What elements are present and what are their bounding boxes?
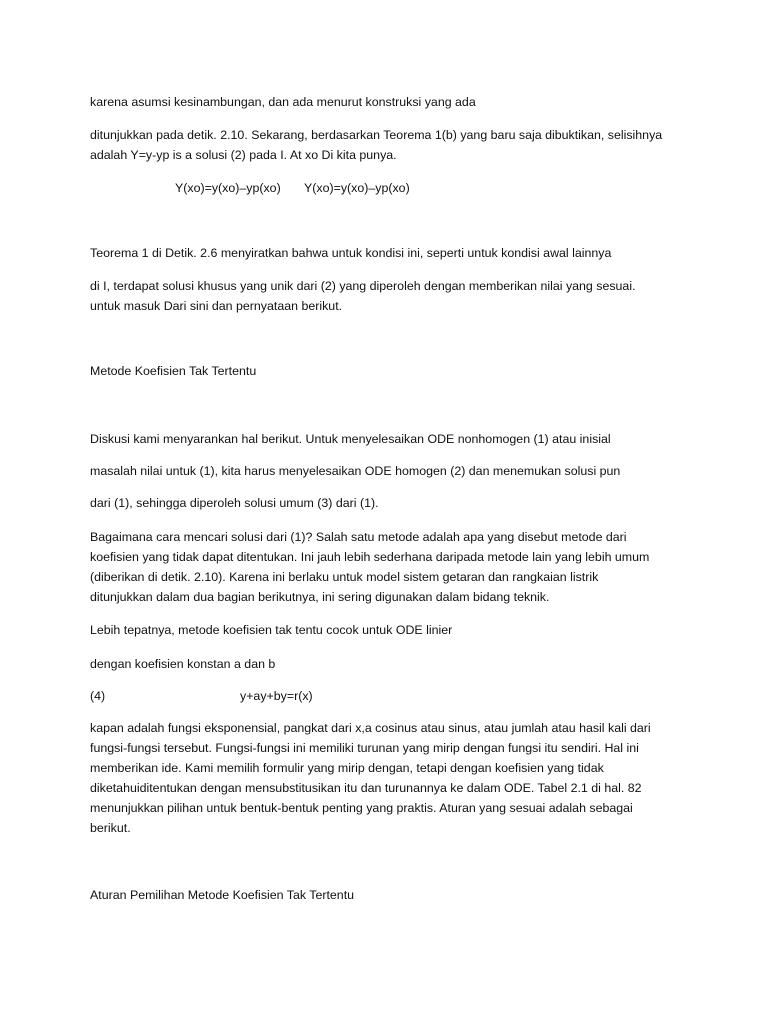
paragraph-line: berikut. [90,821,131,835]
equation-right: Y(xo)=y(xo)–yp(xo) [304,181,410,195]
paragraph-line: menunjukkan pilihan untuk bentuk-bentuk penting yang praktis. Aturan yang sesuai adalah sebagai [90,801,633,815]
paragraph-unique-solution [90,276,680,316]
paragraph-constant-coefficients: dengan koefisien konstan a dan b [90,657,276,671]
paragraph-line: Bagaimana cara mencari solusi dari (1)? Salah satu metode adalah apa yang disebut metode dari [90,530,627,544]
paragraph-function-types [90,718,680,838]
paragraph-line: memberikan ide. Kami memilih formulir yang mirip dengan, tetapi dengan koefisien yang tidak [90,761,604,775]
equation-ode: y+ay+by=r(x) [240,689,313,703]
paragraph-continuity: karena asumsi kesinambungan, dan ada menurut konstruksi yang ada [90,95,476,109]
paragraph-theorem: Teorema 1 di Detik. 2.6 menyiratkan bahwa untuk kondisi ini, seperti untuk kondisi awal lainnya [90,246,612,260]
paragraph-line: koefisien yang tidak dapat ditentukan. Ini jauh lebih sederhana daripada metode lain yang lebih umum [90,550,650,564]
paragraph-difference-solution [90,125,680,165]
paragraph-line: kapan adalah fungsi eksponensial, pangkat dari x,a cosinus atau sinus, atau jumlah atau hasil kali dari [90,721,651,735]
paragraph-line: fungsi-fungsi tersebut. Fungsi-fungsi ini memiliki turunan yang mirip dengan fungsi itu sendiri. Hal ini [90,741,639,755]
paragraph-how-to-find [90,527,680,607]
paragraph-line: (diberikan di detik. 2.10). Karena ini berlaku untuk model sistem getaran dan rangkaian listrik [90,570,599,584]
paragraph-discussion: Diskusi kami menyarankan hal berikut. Untuk menyelesaikan ODE nonhomogen (1) atau inisial [90,432,611,446]
section-heading-method: Metode Koefisien Tak Tertentu [90,364,257,378]
section-heading-rules: Aturan Pemilihan Metode Koefisien Tak Tertentu [90,888,355,902]
paragraph-line: diketahuiditentukan dengan mensubstitusikan itu dan turunannya ke dalam ODE. Tabel 2.1 di hal. 82 [90,781,642,795]
paragraph-initial-value: masalah nilai untuk (1), kita harus menyelesaikan ODE homogen (2) dan menemukan solusi pun [90,464,621,478]
paragraph-more-precisely: Lebih tepatnya, metode koefisien tak tentu cocok untuk ODE linier [90,623,453,637]
paragraph-line: adalah Y=y-yp is a solusi (2) pada I. At xo Di kita punya. [90,148,397,162]
paragraph-general-solution: dari (1), sehingga diperoleh solusi umum (3) dari (1). [90,496,379,510]
equation-number: (4) [90,689,106,703]
paragraph-line: ditunjukkan pada detik. 2.10. Sekarang, berdasarkan Teorema 1(b) yang baru saja dibuktikan, selisihnya [90,128,663,142]
equation-left: Y(xo)=y(xo)–yp(xo) [175,181,281,195]
paragraph-line: untuk masuk Dari sini dan pernyataan berikut. [90,299,343,313]
paragraph-line: ditunjukkan dalam dua bagian berikutnya, ini sering digunakan dalam bidang teknik. [90,590,550,604]
paragraph-line: di I, terdapat solusi khusus yang unik dari (2) yang diperoleh dengan memberikan nilai yang sesuai. [90,279,636,293]
